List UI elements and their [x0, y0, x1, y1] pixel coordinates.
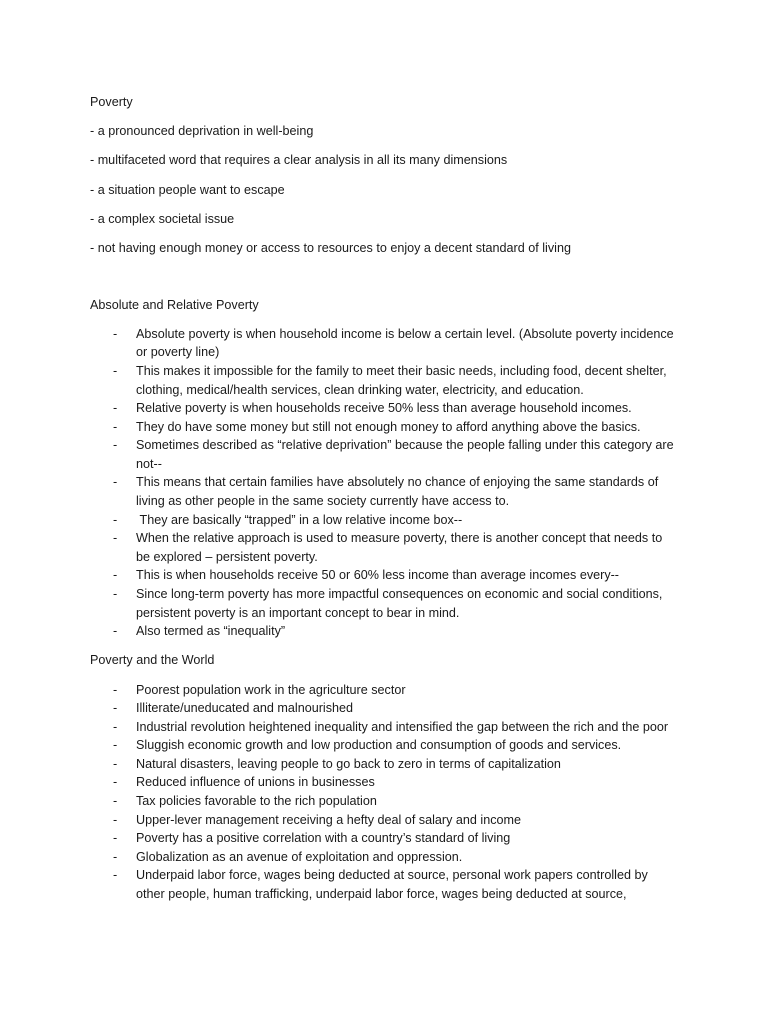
section-heading-absolute-relative: Absolute and Relative Poverty — [90, 297, 259, 312]
list-item — [90, 811, 680, 830]
list-item-text: This makes it impossible for the family to meet their basic needs, including food, decent shelter, clothing, medical/health services, clean drinking water, electricity, and education. — [136, 363, 667, 397]
list-item-text: Sometimes described as “relative deprivation” because the people falling under this category are not-- — [136, 438, 674, 471]
list-item-text: They do have some money but still not enough money to afford anything above the basics. — [136, 419, 641, 434]
list-item — [90, 436, 680, 473]
list-item — [90, 511, 680, 530]
bullet-dash: - — [113, 587, 118, 602]
list-item-text: Natural disasters, leaving people to go back to zero in terms of capitalization — [136, 756, 561, 771]
list-item — [90, 718, 680, 737]
definition-line: - a situation people want to escape — [90, 182, 285, 197]
list-item-text: Illiterate/uneducated and malnourished — [136, 701, 354, 716]
list-item — [90, 736, 680, 755]
page-title: Poverty — [90, 95, 133, 109]
bullet-dash: - — [113, 363, 118, 378]
list-item — [90, 399, 680, 418]
list-item — [90, 829, 680, 848]
list-item — [90, 792, 680, 811]
list-item-text: Since long-term poverty has more impactful consequences on economic and social conditions, persistent poverty is an important concept to bear in mind. — [136, 587, 663, 620]
list-item — [90, 566, 680, 585]
list-item — [90, 755, 680, 774]
bullet-dash: - — [113, 326, 118, 341]
list-item — [90, 622, 680, 641]
list-item-text: Also termed as “inequality” — [136, 624, 286, 639]
list-item-text: This means that certain families have absolutely no chance of enjoying the same standards of living as other people in the same society currently have access to. — [136, 475, 659, 509]
list-item-text: Poverty has a positive correlation with a country’s standard of living — [136, 831, 511, 846]
list-item-text: Sluggish economic growth and low production and consumption of goods and services. — [136, 738, 622, 753]
bullet-dash: - — [113, 775, 118, 790]
bullet-dash: - — [113, 419, 118, 434]
bullet-list-poverty-world — [90, 681, 680, 904]
list-item — [90, 325, 680, 362]
list-item — [90, 866, 680, 903]
list-item-text: Underpaid labor force, wages being deducted at source, personal work papers controlled by other people, human trafficking, underpaid labor force, wages being deducted at source, — [136, 868, 648, 902]
list-item-text: Globalization as an avenue of exploitation and oppression. — [136, 849, 463, 864]
bullet-dash: - — [113, 475, 118, 490]
list-item — [90, 773, 680, 792]
bullet-dash: - — [113, 438, 118, 453]
list-item — [90, 848, 680, 867]
bullet-dash: - — [113, 812, 118, 827]
list-item — [90, 473, 680, 510]
list-item-text: Upper-lever management receiving a hefty deal of salary and income — [136, 812, 522, 827]
list-item-text: Absolute poverty is when household income is below a certain level. (Absolute poverty incidence or poverty line) — [136, 326, 674, 360]
bullet-dash: - — [113, 531, 118, 546]
definition-line: - a pronounced deprivation in well-being — [90, 124, 314, 139]
definition-line: - a complex societal issue — [90, 211, 235, 226]
bullet-dash: - — [113, 831, 118, 846]
bullet-dash: - — [113, 401, 118, 416]
list-item — [90, 699, 680, 718]
list-item-text: Reduced influence of unions in businesses — [136, 775, 375, 790]
list-item-text: This is when households receive 50 or 60% less income than average incomes every-- — [136, 568, 620, 583]
bullet-dash: - — [113, 512, 118, 527]
bullet-dash: - — [113, 701, 118, 716]
bullet-list-absolute-relative — [90, 325, 680, 641]
list-item-text: Poorest population work in the agriculture sector — [136, 682, 406, 697]
bullet-dash: - — [113, 868, 118, 883]
list-item-text: Tax policies favorable to the rich population — [136, 794, 377, 809]
definition-line: - multifaceted word that requires a clear analysis in all its many dimensions — [90, 153, 508, 168]
bullet-dash: - — [113, 794, 118, 809]
bullet-dash: - — [113, 756, 118, 771]
bullet-dash: - — [113, 568, 118, 583]
list-item — [90, 585, 680, 622]
bullet-dash: - — [113, 738, 118, 753]
bullet-dash: - — [113, 719, 118, 734]
document-body — [90, 93, 680, 904]
section-heading-poverty-world: Poverty and the World — [90, 653, 215, 668]
bullet-dash: - — [113, 849, 118, 864]
bullet-dash: - — [113, 682, 118, 697]
list-item-text: They are basically “trapped” in a low relative income box-- — [136, 512, 463, 527]
list-item-text: When the relative approach is used to measure poverty, there is another concept that needs to be explored – persistent poverty. — [136, 531, 663, 564]
list-item — [90, 362, 680, 399]
definition-line: - not having enough money or access to resources to enjoy a decent standard of living — [90, 240, 571, 255]
bullet-dash: - — [113, 624, 118, 639]
list-item — [90, 681, 680, 700]
list-item — [90, 529, 680, 566]
list-item — [90, 418, 680, 437]
list-item-text: Relative poverty is when households receive 50% less than average household incomes. — [136, 401, 632, 416]
list-item-text: Industrial revolution heightened inequality and intensified the gap between the rich and the poor — [136, 719, 669, 734]
